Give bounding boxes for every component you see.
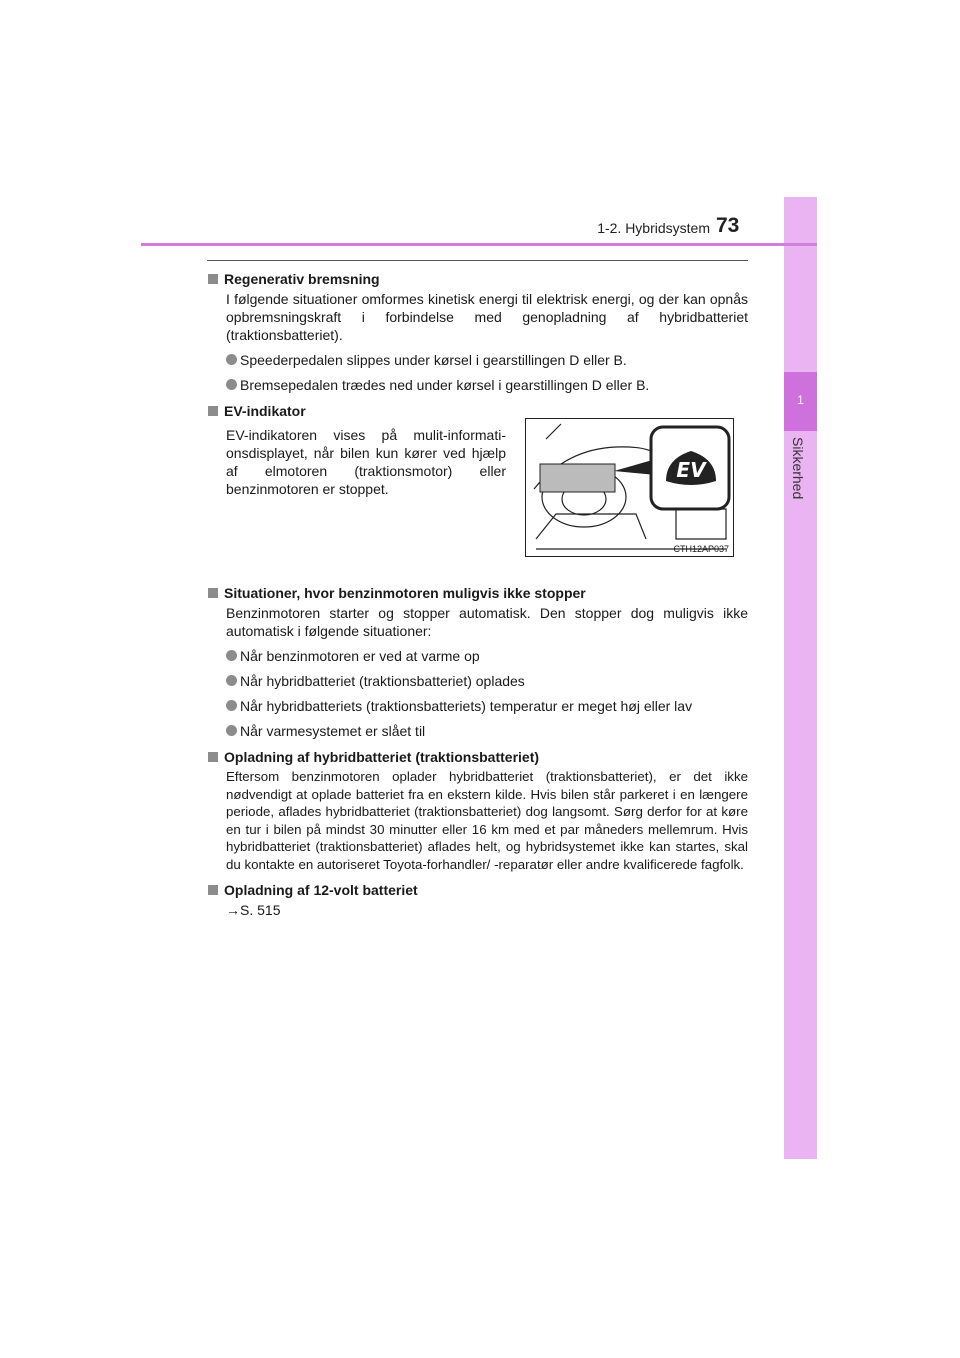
bullet-icon (226, 675, 237, 686)
list-item: Speederpedalen slippes under kørsel i gearstillingen D eller B. (226, 351, 748, 369)
bullet-icon (226, 700, 237, 711)
heading-battery12: Opladning af 12-volt batteriet (208, 881, 748, 899)
heading-charge: Opladning af hybridbatteriet (traktionsbatteriet) (208, 748, 748, 766)
heading-regen: Regenerativ bremsning (208, 270, 748, 288)
list-item: Når varmesystemet er slået til (226, 722, 748, 740)
cross-reference: →S. 515 (226, 902, 281, 918)
heading-ev: EV-indikator (208, 402, 748, 420)
paragraph: I følgende situationer omformes kinetisk energi til elektrisk energi, og der kan opnås opbremsningskraft i forbindelse med genopladning af hybridbatteriet (traktionsbatteriet). (226, 291, 748, 343)
header-rule (141, 243, 817, 246)
figure-code: CTH12AP037 (673, 544, 729, 554)
bullet-icon (226, 354, 237, 365)
list-item: Bremsepedalen trædes ned under kørsel i gearstillingen D eller B. (226, 376, 748, 394)
square-bullet-icon (208, 274, 218, 284)
chapter-label: Sikkerhed (790, 437, 806, 500)
page-content (208, 266, 748, 919)
list-item: Når hybridbatteriets (traktionsbatteriets) temperatur er meget høj eller lav (226, 697, 748, 715)
section-title: 1-2. Hybridsystem (597, 220, 710, 236)
paragraph: Eftersom benzinmotoren oplader hybridbatteriet (traktionsbatteriet), er det ikke nødvendigt at oplade batteriet fra en ekstern kilde. Hvis bilen står parkeret i en længere periode, aflades hybridbatteriet (traktionsbatteriet) dog langsomt. Sørg derfor for at køre en tur i bilen på mindst 30 minutter eller 16 km med et par måneders mellemrum. Hvis hybridbatteriet (traktionsbatteriet) aflades helt, og hybridsystemet ikke kan startes, skal du kontakte en autoriseret Toyota-forhandler/ -reparatør eller andre kvalificerede fagfolk. (226, 769, 748, 872)
bullet-icon (226, 725, 237, 736)
chapter-number: 1 (797, 393, 804, 407)
page-number: 73 (716, 214, 740, 237)
heading-stop: Situationer, hvor benzinmotoren muligvis ikke stopper (208, 584, 748, 602)
list-item: Når benzinmotoren er ved at varme op (226, 647, 748, 665)
paragraph: Benzinmotoren starter og stopper automatisk. Den stopper dog muligvis ikke automatisk i følgende situationer: (226, 605, 748, 639)
bullet-icon (226, 650, 237, 661)
chapter-tab (784, 197, 817, 1159)
square-bullet-icon (208, 406, 218, 416)
paragraph: EV-indikatoren vises på mulit-informati-onsdisplayet, når bilen kun kører ved hjælp af elmotoren (traktionsmotor) eller benzinmotoren er stoppet. (226, 427, 506, 497)
square-bullet-icon (208, 588, 218, 598)
list-item: Når hybridbatteriet (traktionsbatteriet) oplades (226, 672, 748, 690)
square-bullet-icon (208, 752, 218, 762)
square-bullet-icon (208, 885, 218, 895)
content-rule (207, 260, 748, 261)
ev-label: EV (676, 458, 706, 482)
bullet-icon (226, 379, 237, 390)
